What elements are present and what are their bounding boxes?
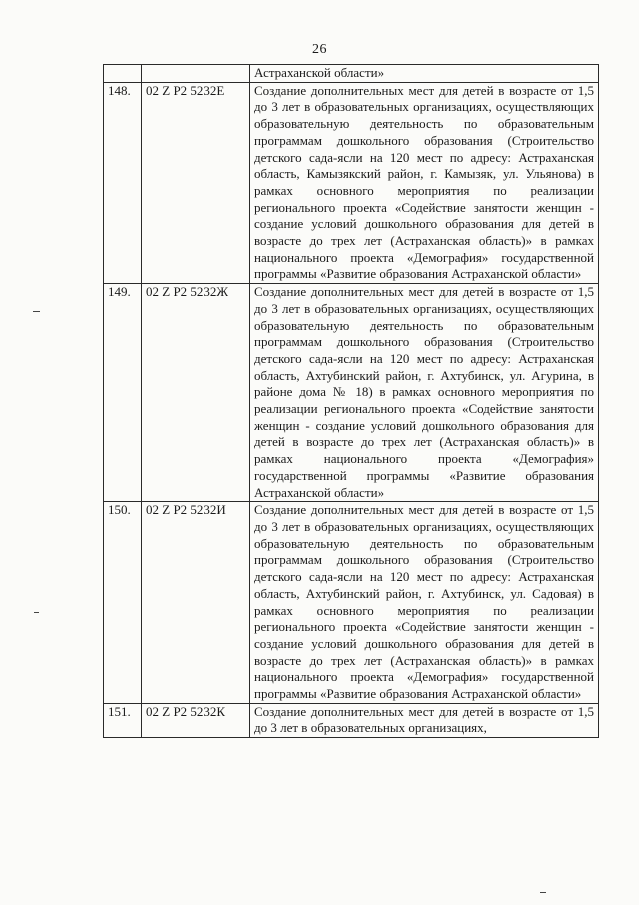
table-row <box>104 502 599 703</box>
row-description: Создание дополнительных мест для детей в возрасте от 1,5 до 3 лет в образовательных организациях, осуществляющих образовательную деятельность по образовательным программам дошкольного образования (Строительство детского сада-ясли на 120 мест по адресу: Астраханская область, Ахтубинский район, г. Ахтубинск, ул. Садовая) в рамках основного мероприятия по реализации регионального проекта «Содействие занятости женщин - создание условий дошкольного образования для детей в возрасте до трех лет (Астраханская область)» в рамках национального проекта «Демография» государственной программы «Развитие образования Астраханской области» <box>250 502 599 703</box>
continuation-num-cell <box>104 65 142 83</box>
row-code: 02 Z P2 5232E <box>142 82 250 283</box>
row-description: Создание дополнительных мест для детей в возрасте от 1,5 до 3 лет в образовательных организациях, осуществляющих образовательную деятельность по образовательным программам дошкольного образования (Строительство детского сада-ясли на 120 мест по адресу: Астраханская область, Ахтубинский район, г. Ахтубинск, ул. Агурина, в районе дома № 18) в рамках основного мероприятия по реализации регионального проекта «Содействие занятости женщин - создание условий дошкольного образования для детей в возрасте до трех лет (Астраханская область)» в рамках национального проекта «Демография» государственной программы «Развитие образования Астраханской области» <box>250 284 599 502</box>
margin-scan-mark <box>33 311 40 312</box>
row-code: 02 Z P2 5232И <box>142 502 250 703</box>
row-number: 150. <box>104 502 142 703</box>
row-number: 148. <box>104 82 142 283</box>
row-number: 151. <box>104 703 142 737</box>
page-number: 26 <box>312 42 327 57</box>
row-number: 149. <box>104 284 142 502</box>
continuation-text: Астраханской области» <box>250 65 599 83</box>
row-description: Создание дополнительных мест для детей в возрасте от 1,5 до 3 лет в образовательных организациях, <box>250 703 599 737</box>
table-row <box>104 284 599 502</box>
table-row <box>104 703 599 737</box>
row-description: Создание дополнительных мест для детей в возрасте от 1,5 до 3 лет в образовательных организациях, осуществляющих образовательную деятельность по образовательным программам дошкольного образования (Строительство детского сада-ясли на 120 мест по адресу: Астраханская область, Камызякский район, г. Камызяк, ул. Ульянова) в рамках основного мероприятия по реализации регионального проекта «Содействие занятости женщин - создание условий дошкольного образования для детей в возрасте до трех лет (Астраханская область)» в рамках национального проекта «Демография» государственной программы «Развитие образования Астраханской области» <box>250 82 599 283</box>
row-code: 02 Z P2 5232К <box>142 703 250 737</box>
continuation-row <box>104 65 599 83</box>
table-row <box>104 82 599 283</box>
continuation-code-cell <box>142 65 250 83</box>
budget-code-table <box>103 64 599 738</box>
margin-scan-mark <box>540 892 546 893</box>
row-code: 02 Z P2 5232Ж <box>142 284 250 502</box>
margin-scan-mark <box>34 612 39 613</box>
